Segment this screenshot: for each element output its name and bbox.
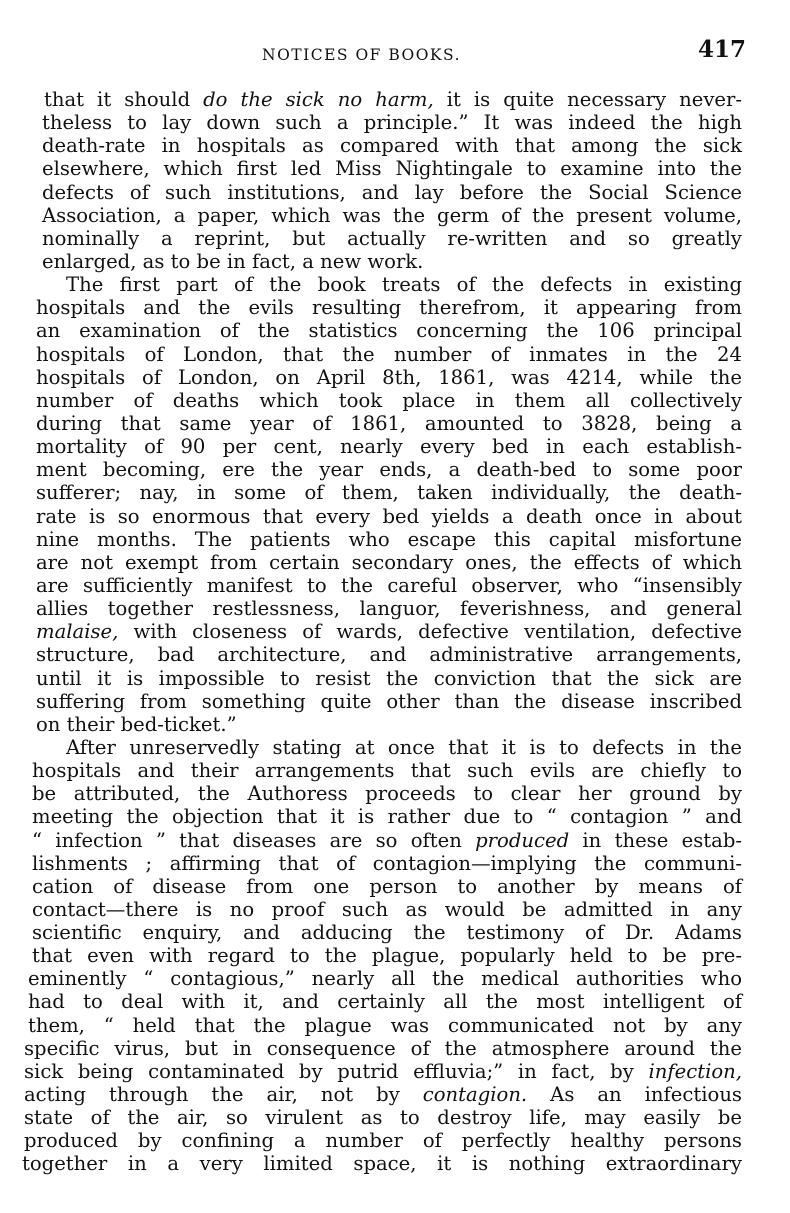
text-line: defects of such institutions, and lay before the Social Science	[42, 180, 742, 204]
text-line: mortality of 90 per cent, nearly every bed in each establish-	[36, 435, 742, 459]
text-line: suffering from something quite other than the disease inscribed	[36, 689, 742, 713]
text-line: theless to lay down such a principle.” It was indeed the high	[42, 111, 742, 135]
running-title: NOTICES OF BOOKS.	[262, 46, 462, 64]
text-line: hospitals and the evils resulting therefrom, it appearing from	[36, 296, 742, 320]
text-line: Association, a paper, which was the germ of the present volume,	[42, 203, 742, 227]
text-line: cation of disease from one person to another by means of	[32, 874, 742, 898]
text-line: enlarged, as to be in fact, a new work.	[42, 249, 424, 273]
text-line: during that same year of 1861, amounted to 3828, being a	[36, 411, 742, 435]
text-line: lishments ; affirming that of contagion—implying the communi-	[32, 851, 742, 875]
text-line: until it is impossible to resist the conviction that the sick are	[36, 666, 742, 690]
page-number: 417	[698, 36, 747, 63]
paragraph-start-line: The first part of the book treats of the defects in existing	[66, 273, 742, 297]
text-line: allies together restlessness, languor, feverishness, and general	[36, 597, 742, 621]
text-line: state of the air, so virulent as to destroy life, may easily be	[24, 1106, 742, 1130]
text-line: that it should do the sick no harm, it is quite necessary never-	[44, 88, 742, 111]
text-line: that even with regard to the plague, popularly held to be pre-	[32, 944, 742, 968]
text-line: malaise, with closeness of wards, defective ventilation, defective	[36, 620, 742, 644]
text-line: on their bed-ticket.”	[36, 712, 237, 736]
text-line: them, “ held that the plague was communicated not by any	[28, 1013, 742, 1037]
text-line: hospitals and their arrangements that such evils are chiefly to	[32, 759, 742, 783]
text-line: hospitals of London, on April 8th, 1861, was 4214, while the	[36, 365, 742, 389]
text-line: specific virus, but in consequence of the atmosphere around the	[24, 1036, 742, 1060]
text-line: acting through the air, not by contagion. As an infectious	[24, 1083, 742, 1107]
body-text	[22, 88, 742, 1176]
text-line: eminently “ contagious,” nearly all the medical authorities who	[28, 967, 742, 991]
text-line: scientific enquiry, and adducing the testimony of Dr. Adams	[32, 921, 742, 945]
running-head	[0, 36, 790, 66]
text-line: “ infection ” that diseases are so often produced in these estab-	[32, 828, 742, 852]
paragraph-start-line: After unreservedly stating at once that it is to defects in the	[66, 735, 742, 759]
text-line: nominally a reprint, but actually re-written and so greatly	[42, 226, 742, 250]
text-line: be attributed, the Authoress proceeds to clear her ground by	[32, 782, 742, 806]
text-line: number of deaths which took place in them all collectively	[36, 388, 742, 412]
text-line: sufferer; nay, in some of them, taken individually, the death-	[36, 481, 742, 505]
text-line: meeting the objection that it is rather due to “ contagion ” and	[32, 805, 742, 829]
text-line: an examination of the statistics concerning the 106 principal	[36, 319, 742, 343]
text-line: elsewhere, which first led Miss Nightingale to examine into the	[42, 157, 742, 181]
text-line: hospitals of London, that the number of inmates in the 24	[36, 342, 742, 366]
text-line: sick being contaminated by putrid effluvia;” in fact, by infection,	[24, 1059, 742, 1083]
text-line: rate is so enormous that every bed yields a death once in about	[36, 504, 742, 528]
text-line: death-rate in hospitals as compared with that among the sick	[42, 134, 742, 158]
text-line: produced by confining a number of perfectly healthy persons	[24, 1129, 742, 1153]
text-line: ment becoming, ere the year ends, a death-bed to some poor	[36, 458, 742, 482]
text-line: are sufficiently manifest to the careful observer, who “insensibly	[36, 573, 742, 597]
text-line: together in a very limited space, it is nothing extraordinary	[22, 1152, 742, 1176]
text-line: had to deal with it, and certainly all the most intelligent of	[28, 990, 742, 1014]
text-line: are not exempt from certain secondary ones, the effects of which	[36, 550, 742, 574]
text-line: contact—there is no proof such as would be admitted in any	[32, 897, 742, 921]
text-line: structure, bad architecture, and administrative arrangements,	[36, 643, 742, 667]
text-line: nine months. The patients who escape this capital misfortune	[36, 527, 742, 551]
